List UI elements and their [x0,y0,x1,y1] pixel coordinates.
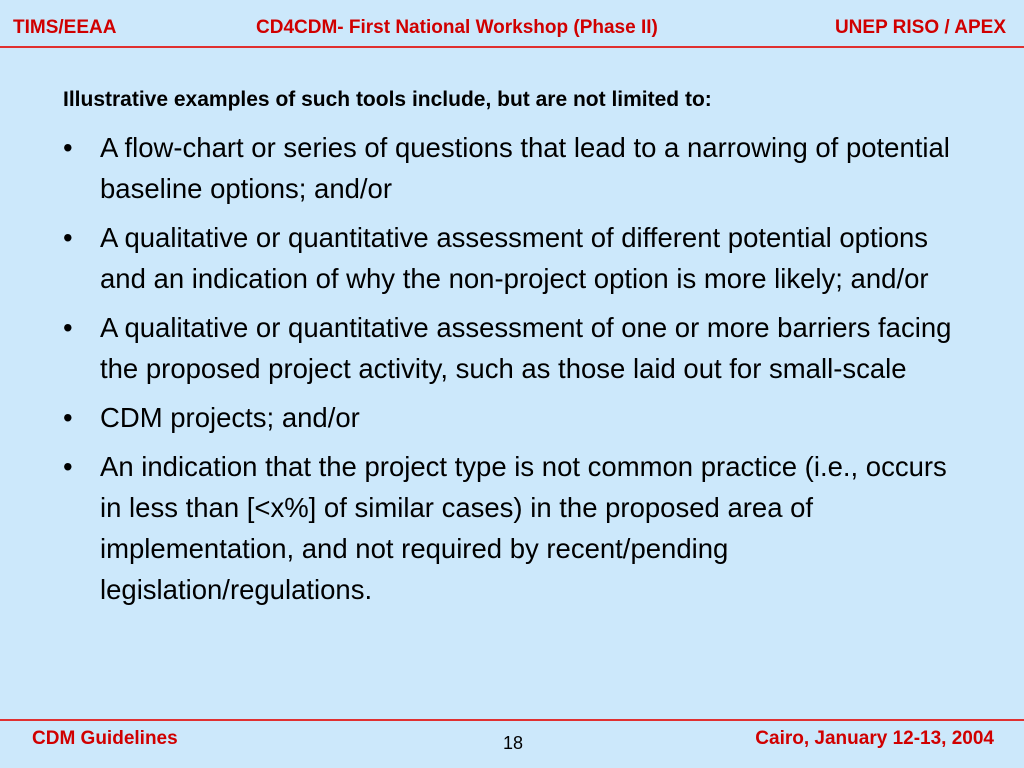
bullet-item [63,217,963,299]
bullet-glyph: • [63,451,73,482]
header-title: CD4CDM- First National Workshop (Phase II) [256,17,658,38]
bullet-text: A flow-chart or series of questions that lead to a narrowing of potential baseline options; and/or [100,132,950,204]
intro-heading: Illustrative examples of such tools include, but are not limited to: [63,88,712,111]
slide-header [0,0,1024,48]
bullet-glyph: • [63,312,73,343]
page-number: 18 [503,733,524,753]
bullet-list [63,127,963,618]
footer-left-text: CDM Guidelines [32,728,178,749]
bullet-text: CDM projects; and/or [100,402,360,433]
bullet-text: An indication that the project type is not common practice (i.e., occurs in less than [<x%] of similar cases) in the proposed area of implementation, and not required by recent/pending legislation/regulations. [100,451,947,605]
footer-divider [0,719,1024,721]
bullet-item [63,127,963,209]
bullet-item [63,307,963,389]
bullet-glyph: • [63,222,73,253]
bullet-glyph: • [63,402,73,433]
bullet-text: A qualitative or quantitative assessment of different potential options and an indication of why the non-project option is more likely; and/or [100,222,929,294]
header-right-text: UNEP RISO / APEX [834,17,1006,38]
bullet-text: A qualitative or quantitative assessment of one or more barriers facing the proposed project activity, such as those laid out for small-scale [100,312,952,384]
bullet-item [63,397,963,438]
slide-footer [0,722,1024,768]
bullet-glyph: • [63,132,73,163]
bullet-item [63,446,963,610]
header-left-text: TIMS/EEAA [13,17,117,38]
header-divider [0,46,1024,48]
footer-right-text: Cairo, January 12-13, 2004 [755,728,994,749]
